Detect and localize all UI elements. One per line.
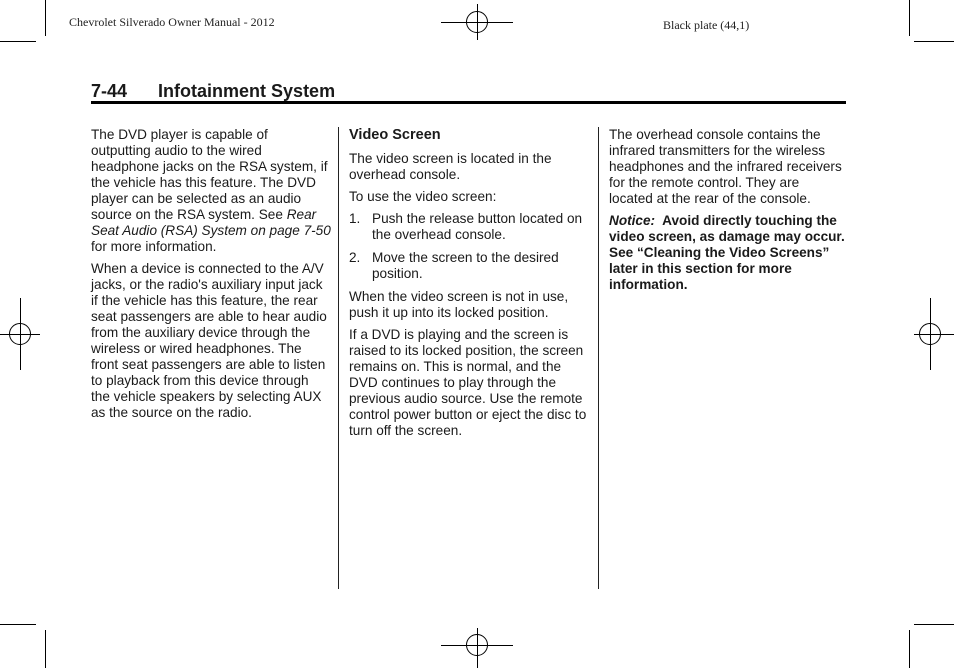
crop-mark-bottom-right-h: [914, 624, 954, 625]
section-title: Infotainment System: [158, 81, 336, 101]
heading-rule: [91, 101, 846, 104]
list-item: [349, 250, 591, 282]
notice-label: Notice:: [609, 213, 656, 228]
paragraph: When the video screen is not in use, push it up into its locked position.: [349, 289, 569, 320]
paragraph: If a DVD is playing and the screen is raised to its locked position, the screen remains on. This is normal, and the DVD continues to play through the previous audio source. Use the remote control power button or eject the disc to turn off the screen.: [349, 327, 587, 438]
plate-label: Black plate (44,1): [663, 18, 750, 32]
column-3: [609, 127, 845, 299]
crop-mark-top-right-v: [909, 0, 910, 36]
list-item: [349, 211, 591, 243]
paragraph: The overhead console contains the infrared transmitters for the wireless headphones and the infrared receivers for the remote control. They are located at the rear of the console.: [609, 127, 842, 206]
step-number: 1.: [349, 211, 361, 226]
crop-mark-bottom-left-v: [45, 630, 46, 668]
column-divider: [598, 127, 599, 589]
paragraph: To use the video screen:: [349, 189, 497, 204]
page-number: 7-44: [91, 81, 128, 101]
column-divider: [338, 127, 339, 589]
step-text: Move the screen to the desired position.: [372, 250, 559, 281]
paragraph: When a device is connected to the A/V jacks, or the radio's auxiliary input jack if the vehicle has this feature, the rear seat passengers are able to hear audio from the auxiliary device through the wireless or wired headphones. The front seat passengers are able to listen to playback from this device through the vehicle speakers by selecting AUX as the source on the radio.: [91, 261, 327, 420]
step-number: 2.: [349, 250, 361, 265]
notice-paragraph: [609, 213, 845, 293]
crop-mark-bottom-right-v: [909, 630, 910, 668]
subsection-heading: Video Screen: [349, 127, 441, 143]
crop-mark-top-left-h: [0, 41, 36, 42]
steps-list: [349, 211, 591, 282]
crop-mark-bottom-left-h: [0, 624, 36, 625]
step-text: Push the release button located on the overhead console.: [372, 211, 583, 242]
paragraph: The DVD player is capable of outputting audio to the wired headphone jacks on the RSA system, if the vehicle has this feature. The DVD player can be selected as an audio source on the RSA system. See Rear Seat Audio (RSA) System on page 7-50 for more information.: [91, 127, 331, 254]
crop-mark-top-left-v: [45, 0, 46, 36]
cross-reference-link[interactable]: Rear Seat Audio (RSA) System on page 7-50: [91, 207, 331, 238]
paragraph: The video screen is located in the overhead console.: [349, 151, 552, 182]
column-1: [91, 127, 331, 427]
manual-title: Chevrolet Silverado Owner Manual - 2012: [69, 15, 275, 29]
section-heading: [91, 81, 335, 102]
crop-mark-top-right-h: [914, 41, 954, 42]
notice-text: Avoid directly touching the video screen, as damage may occur. See “Cleaning the Video Screens” later in this section for more information.: [609, 213, 845, 292]
column-2: [349, 127, 591, 445]
